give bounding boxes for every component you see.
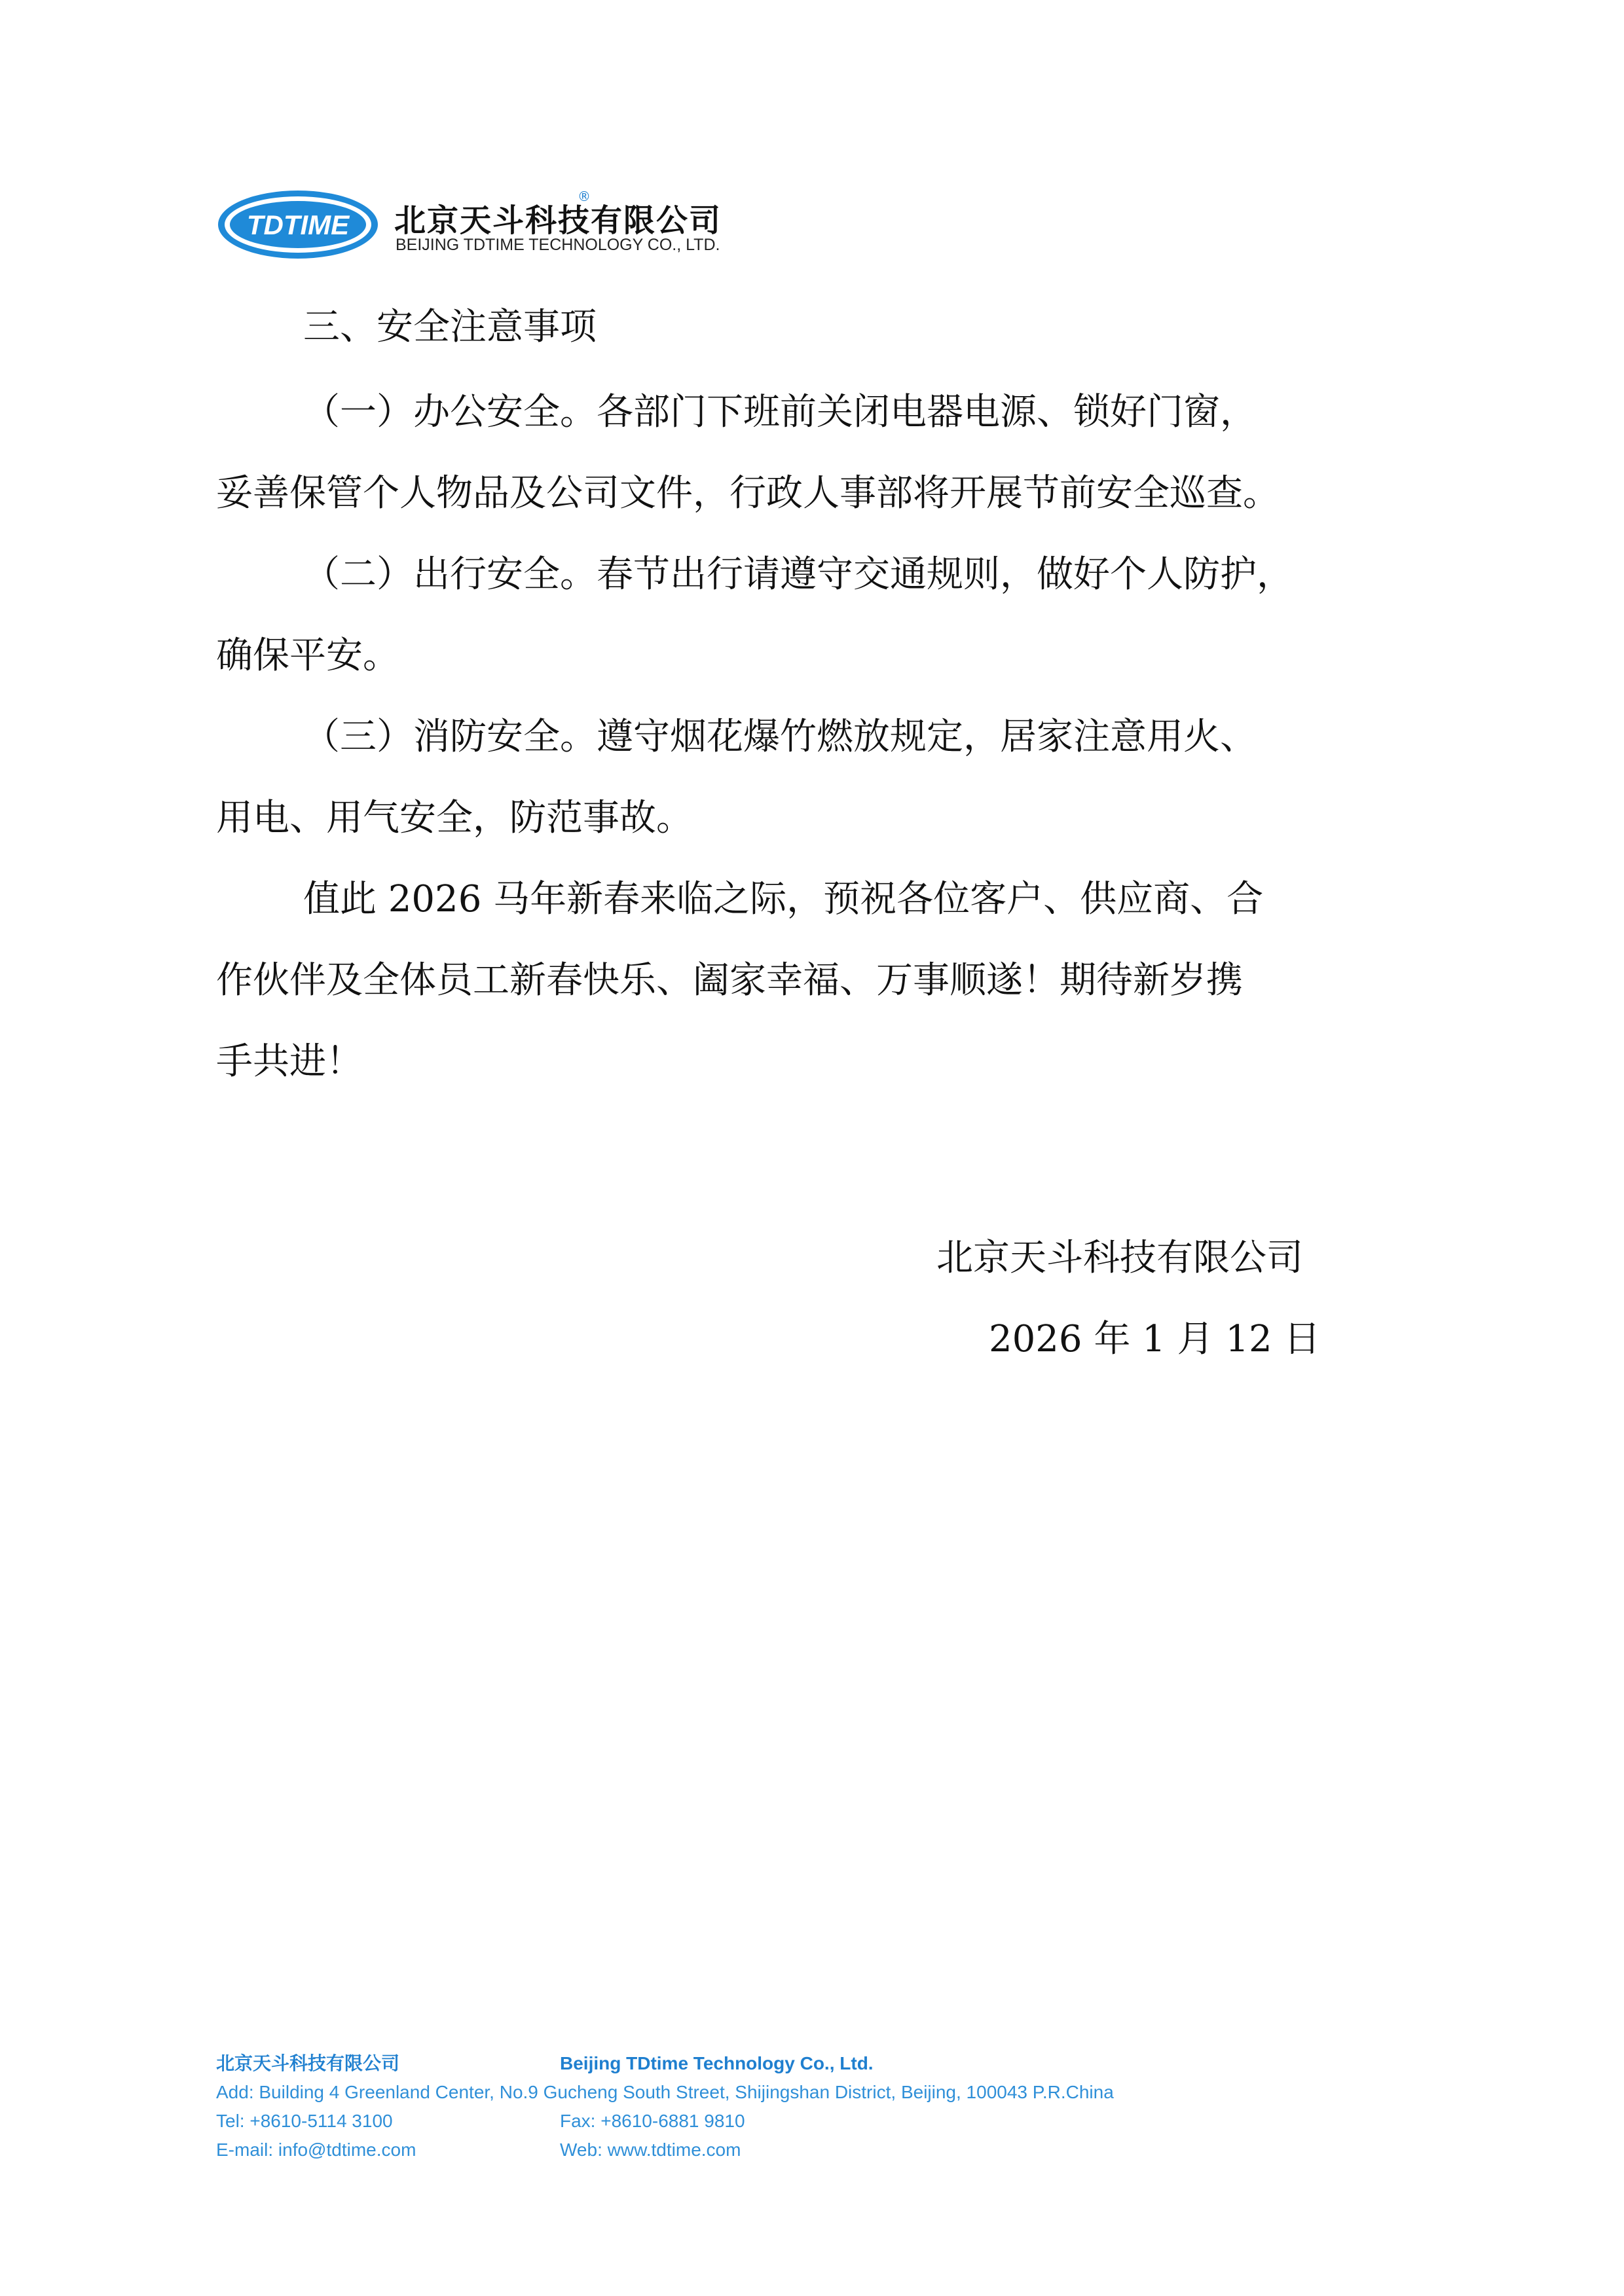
signature-date: 2026 年 1 月 12 日 xyxy=(989,1318,1321,1360)
paragraph-line: 用电、用气安全，防范事故。 xyxy=(216,797,693,839)
paragraph-line: （一）办公安全。各部门下班前关闭电器电源、锁好门窗， xyxy=(303,391,1257,433)
paragraph-travel-safety xyxy=(216,534,1414,697)
footer-row-company xyxy=(216,2049,1460,2078)
paragraph-office-safety xyxy=(216,372,1414,534)
company-logo xyxy=(216,189,380,261)
footer-row-contact xyxy=(216,2136,1460,2164)
registered-mark: ® xyxy=(578,189,591,204)
page-footer xyxy=(216,2049,1460,2164)
paragraph-line: 手共进！ xyxy=(216,1040,363,1083)
paragraph-line: 作伙伴及全体员工新春快乐、阖家幸福、万事顺遂！期待新岁携 xyxy=(216,959,1243,1002)
section-heading: 三、安全注意事项 xyxy=(303,306,597,348)
paragraph-line: 妥善保管个人物品及公司文件，行政人事部将开展节前安全巡查。 xyxy=(216,472,1280,515)
footer-company-en: Beijing TDtime Technology Co., Ltd. xyxy=(560,2053,874,2073)
signature-block xyxy=(936,1218,1320,1380)
footer-row-phone xyxy=(216,2107,1460,2136)
footer-row-address xyxy=(216,2078,1460,2107)
footer-email[interactable]: E-mail: info@tdtime.com xyxy=(216,2140,416,2160)
footer-fax: Fax: +8610-6881 9810 xyxy=(560,2111,745,2131)
letterhead xyxy=(216,189,753,264)
paragraph-line: 值此 2026 马年新春来临之际，预祝各位客户、供应商、合 xyxy=(303,878,1264,920)
footer-company-cn: 北京天斗科技有限公司 xyxy=(216,2053,400,2073)
letterhead-company-en: BEIJING TDTIME TECHNOLOGY CO., LTD. xyxy=(396,236,720,254)
paragraph-fire-safety xyxy=(216,697,1414,859)
paragraph-line: （三）消防安全。遵守烟花爆竹燃放规定，居家注意用火、 xyxy=(303,716,1257,758)
footer-web[interactable]: Web: www.tdtime.com xyxy=(560,2140,741,2160)
paragraph-new-year-greeting xyxy=(216,859,1414,1102)
footer-address: Add: Building 4 Greenland Center, No.9 Gucheng South Street, Shijingshan District, Beijing, 100043 P.R.China xyxy=(216,2082,1114,2102)
logo-text: TDTIME xyxy=(246,210,350,240)
document-body xyxy=(216,301,1414,1102)
letterhead-company-cn: 北京天斗科技有限公司 xyxy=(394,202,722,239)
paragraph-line: （二）出行安全。春节出行请遵守交通规则，做好个人防护， xyxy=(303,553,1293,596)
paragraph-line: 确保平安。 xyxy=(216,634,399,677)
signature-company: 北京天斗科技有限公司 xyxy=(936,1237,1303,1279)
footer-tel: Tel: +8610-5114 3100 xyxy=(216,2111,393,2131)
